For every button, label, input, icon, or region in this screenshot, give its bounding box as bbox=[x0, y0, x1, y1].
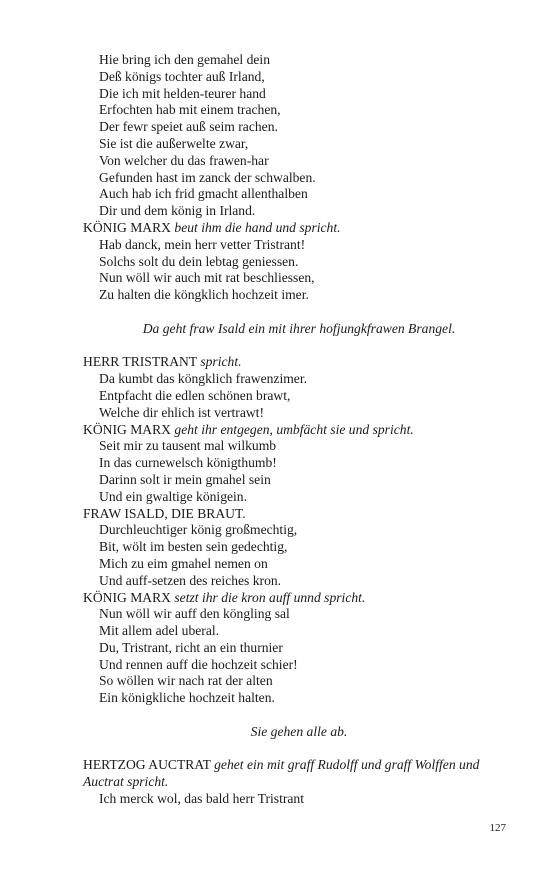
verse-line: Nun wöll wir auch mit rat beschliessen, bbox=[99, 270, 315, 286]
page-text bbox=[83, 52, 515, 808]
speaker-name: FRAW ISALD, DIE BRAUT. bbox=[83, 505, 246, 521]
speaker-name: KÖNIG MARX bbox=[83, 589, 171, 605]
speaker-heading bbox=[83, 422, 515, 439]
verse-line: Zu halten die köngklich hochzeit imer. bbox=[99, 287, 309, 303]
verse-line: Gefunden hast im zanck der schwalben. bbox=[99, 169, 316, 185]
verse-line: Welche dir ehlich ist vertrawt! bbox=[99, 404, 264, 420]
verse-line: Sie ist die außerwelte zwar, bbox=[99, 135, 249, 151]
verse-line: Der fewr speiet auß seim rachen. bbox=[99, 119, 278, 135]
verse-line: Seit mir zu tausent mal wilkumb bbox=[99, 438, 277, 454]
page-number: 127 bbox=[489, 822, 506, 834]
speaker-heading bbox=[83, 506, 515, 523]
verse-line: Dir und dem könig in Irland. bbox=[99, 203, 256, 219]
speaker-name: KÖNIG MARX bbox=[83, 421, 171, 437]
blank-line bbox=[83, 338, 515, 355]
speaker-heading bbox=[83, 590, 515, 607]
verse-line: So wöllen wir nach rat der alten bbox=[99, 673, 273, 689]
speaker-direction: spricht. bbox=[200, 354, 242, 370]
verse-line: Solchs solt du dein lebtag geniessen. bbox=[99, 253, 299, 269]
verse-line: Und ein gwaltige königein. bbox=[99, 488, 247, 504]
stage-direction: Sie gehen alle ab. bbox=[250, 723, 348, 739]
verse-line: Hie bring ich den gemahel dein bbox=[99, 52, 270, 67]
verse-line: Von welcher du das frawen-har bbox=[99, 152, 269, 168]
verse-line: Deß königs tochter auß Irland, bbox=[99, 68, 265, 84]
speaker-name: HERTZOG AUCTRAT bbox=[83, 757, 211, 773]
speaker-heading bbox=[83, 757, 515, 791]
verse-line: Durchleuchtiger könig großmechtig, bbox=[99, 522, 298, 538]
verse-line: Entpfacht die edlen schönen brawt, bbox=[99, 387, 291, 403]
verse-line: Mit allem adel uberal. bbox=[99, 623, 220, 639]
verse-line: Ich merck wol, das bald herr Tristrant bbox=[99, 791, 304, 807]
blank-line bbox=[83, 707, 515, 724]
speaker-direction: beut ihm die hand und spricht. bbox=[174, 219, 341, 235]
speaker-direction: geht ihr entgegen, umbfächt sie und spricht. bbox=[174, 421, 414, 437]
blank-line bbox=[83, 304, 515, 321]
stage-direction: Da geht fraw Isald ein mit ihrer hofjungkfrawen Brangel. bbox=[142, 320, 456, 336]
verse-line: Da kumbt das köngklich frawenzimer. bbox=[99, 371, 308, 387]
speaker-direction: gehet ein mit graff Rudolff und graff Wolffen und Auctrat spricht. bbox=[83, 757, 480, 790]
verse-line: Erfochten hab mit einem trachen, bbox=[99, 102, 281, 118]
speaker-heading bbox=[83, 354, 515, 371]
verse-line: Auch hab ich frid gmacht allenthalben bbox=[99, 186, 308, 202]
speaker-name: KÖNIG MARX bbox=[83, 219, 171, 235]
verse-line: Bit, wölt im besten sein gedechtig, bbox=[99, 539, 288, 555]
blank-line bbox=[83, 741, 515, 758]
verse-line: In das curnewelsch königthumb! bbox=[99, 455, 277, 471]
verse-line: Hab danck, mein herr vetter Tristrant! bbox=[99, 236, 306, 252]
verse-line: Mich zu eim gmahel nemen on bbox=[99, 555, 268, 571]
verse-line: Und rennen auff die hochzeit schier! bbox=[99, 656, 298, 672]
verse-line: Und auff-setzen des reiches kron. bbox=[99, 572, 282, 588]
speaker-direction: setzt ihr die kron auff unnd spricht. bbox=[174, 589, 366, 605]
speaker-name: HERR TRISTRANT bbox=[83, 354, 197, 370]
verse-line: Nun wöll wir auff den köngling sal bbox=[99, 606, 290, 622]
verse-line: Ein königkliche hochzeit halten. bbox=[99, 690, 275, 706]
verse-line: Die ich mit helden-teurer hand bbox=[99, 85, 266, 101]
verse-line: Du, Tristrant, richt an ein thurnier bbox=[99, 639, 283, 655]
verse-line: Darinn solt ir mein gmahel sein bbox=[99, 471, 271, 487]
speaker-heading bbox=[83, 220, 515, 237]
